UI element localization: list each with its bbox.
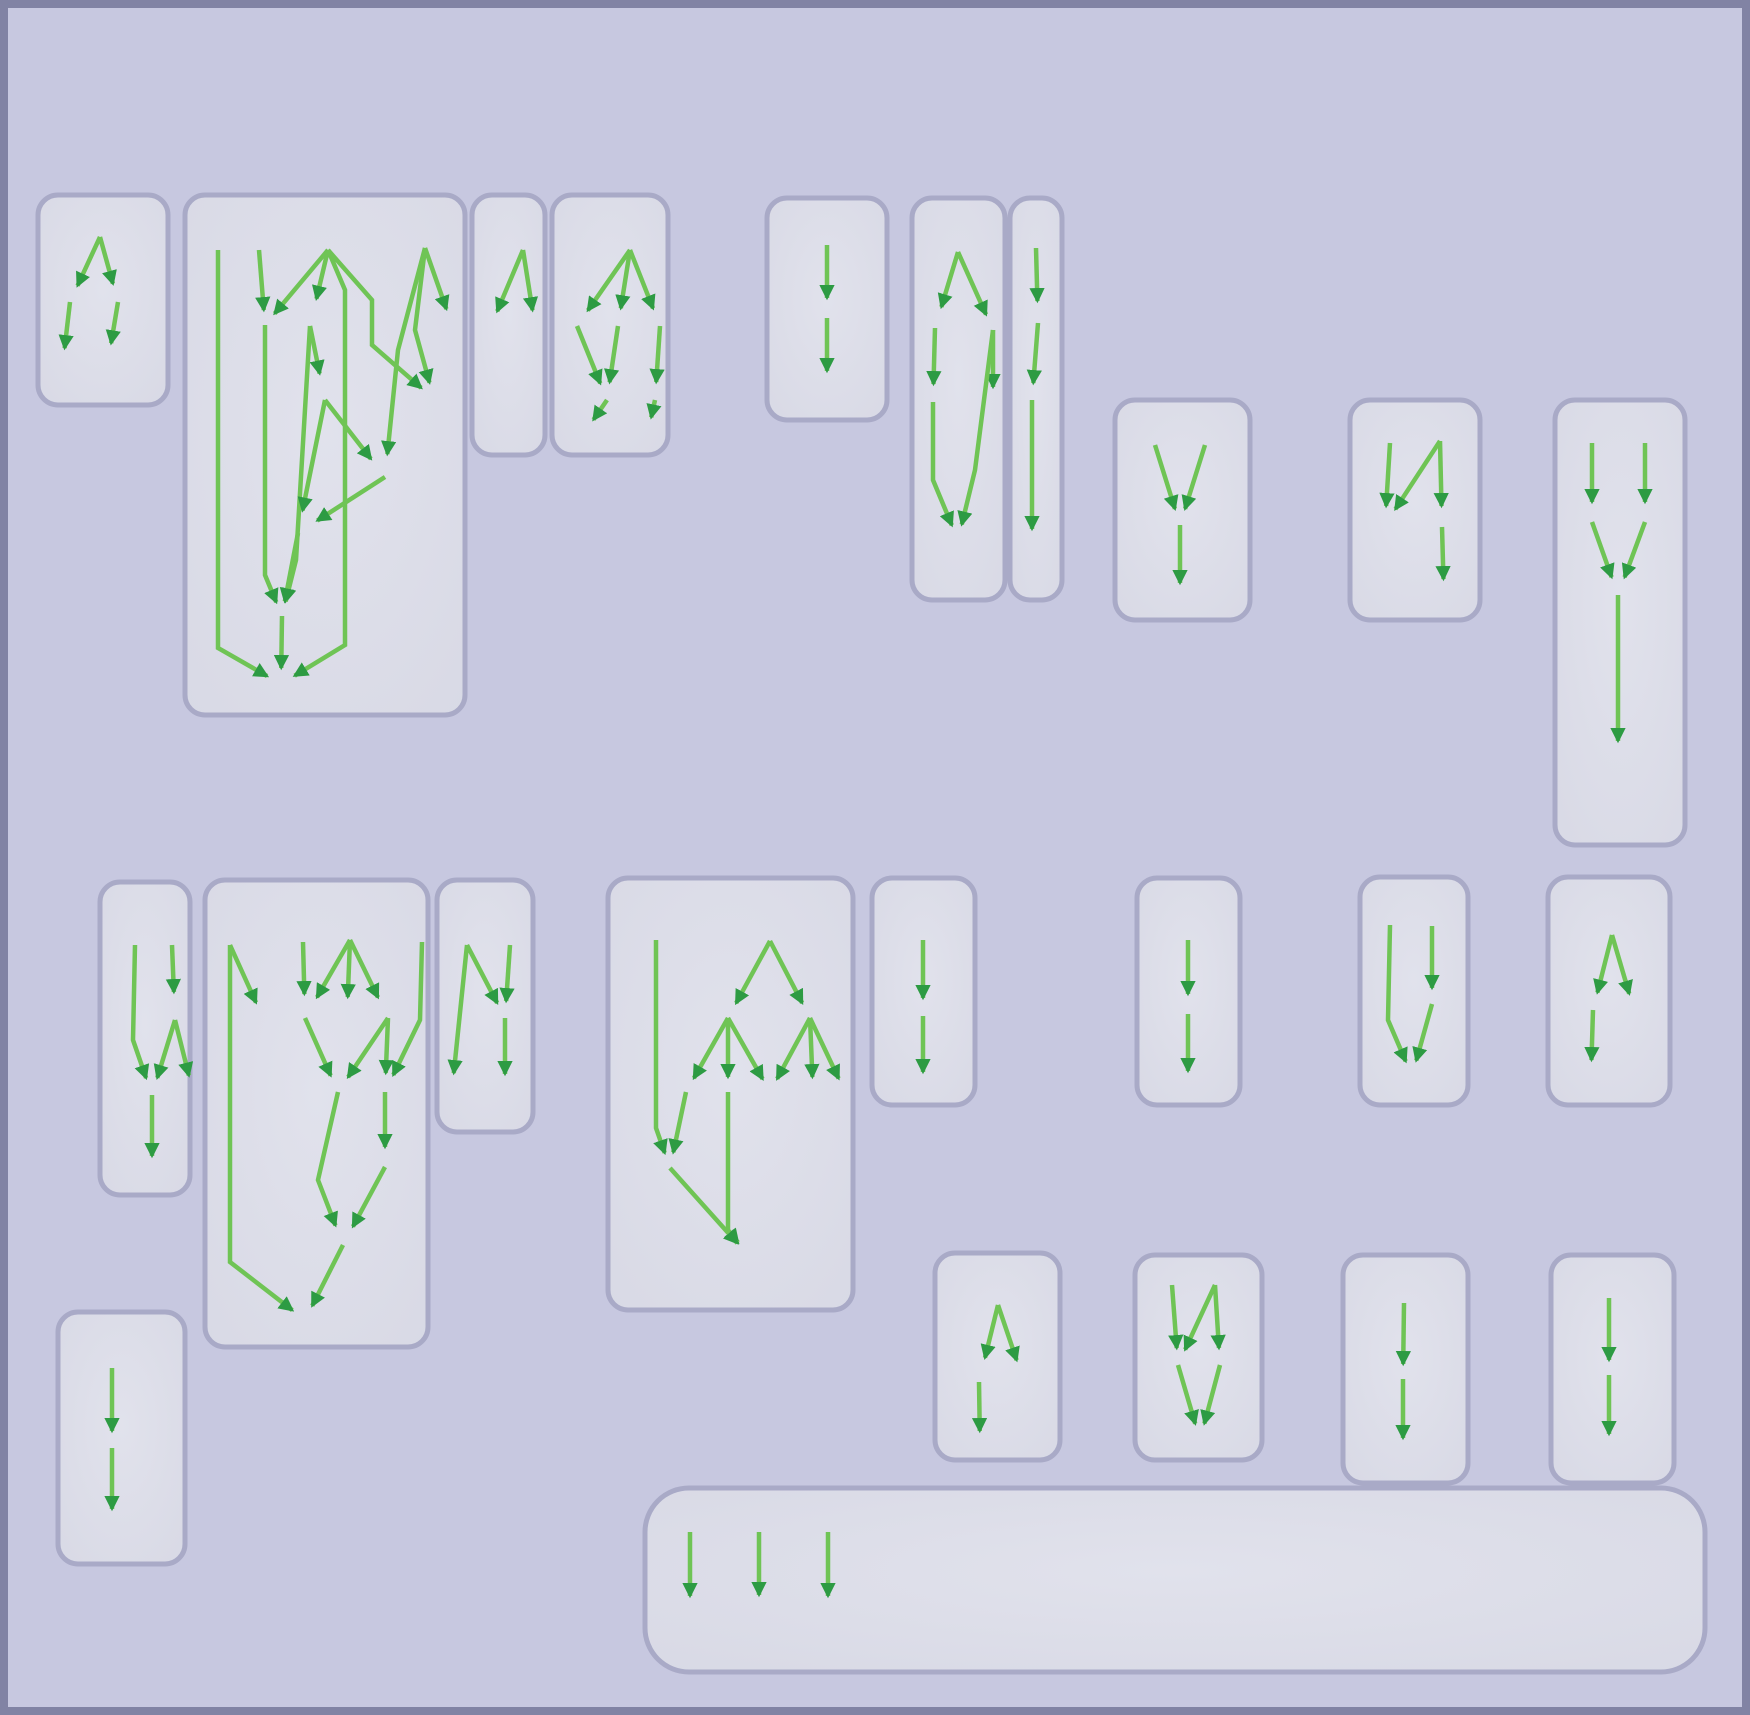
edge — [979, 1382, 980, 1431]
protein-transport-bp-box — [100, 882, 190, 1195]
edge — [1440, 441, 1442, 506]
nuclear-transport-cc-box — [1350, 400, 1480, 620]
edge — [386, 1018, 388, 1073]
trna-processing-mf-a-box — [608, 878, 853, 1310]
chromosome-cc-box — [1135, 1255, 1262, 1460]
tight-junctions-cc-box — [58, 1312, 185, 1564]
transcription-mf-box — [1551, 1255, 1674, 1483]
edge — [933, 328, 935, 384]
edge — [1591, 1010, 1593, 1060]
edge — [172, 945, 174, 992]
dna-metabolism-bp-box — [935, 1253, 1060, 1460]
edge — [1442, 527, 1443, 579]
edge — [281, 616, 282, 668]
transcription-cc-bottom-box — [1343, 1255, 1468, 1483]
edge — [303, 942, 304, 994]
edge — [348, 940, 350, 997]
microtubule-cytoskeleton-bp-box — [472, 195, 545, 455]
nucleolus-cc-box — [1360, 877, 1468, 1105]
rrna-processing-mrna-splicing-bp-box — [205, 880, 428, 1347]
edge — [1403, 1303, 1404, 1364]
microtubule-cytoskeleton-cc-box — [38, 195, 168, 405]
trna-processing-bp-box — [437, 880, 533, 1132]
ubiquitin-degradation-b-box — [767, 198, 887, 420]
mitochondrial-protein-sorting-bp-box — [1115, 400, 1250, 620]
edge — [1036, 248, 1037, 301]
misc-collection-box — [645, 1488, 1705, 1672]
transcription-cc-mid-box — [1548, 877, 1670, 1105]
